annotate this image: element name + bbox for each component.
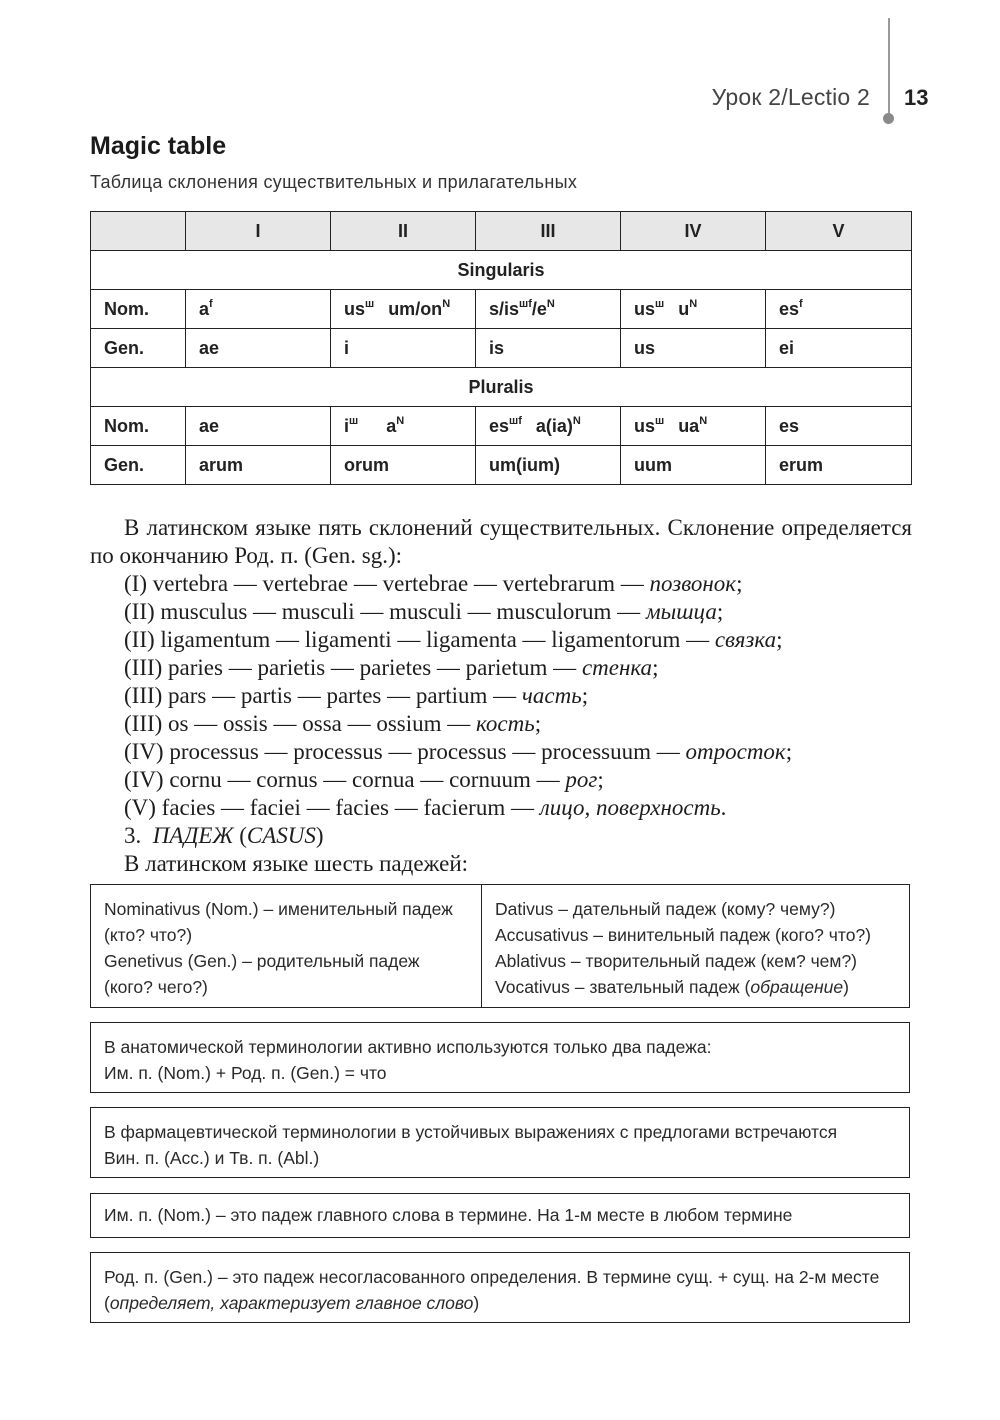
cases-column-left [91, 885, 482, 1007]
row-label: Gen. [91, 329, 186, 368]
page-number: 13 [904, 85, 929, 110]
table-cell: $i^ш$ $a^N$ [331, 407, 476, 446]
singularis-row [91, 251, 912, 290]
note-line: В фармацевтической терминологии в устойчивых выражениях с предлогами встречаются [104, 1122, 838, 1142]
cases-box [90, 884, 910, 1008]
case-line: Genetivus (Gen.) – родительный падеж [104, 951, 420, 971]
example-line: (V) facies — faciei — facies — facierum — лицо, поверхность. [124, 795, 727, 820]
example-line: (III) os — ossis — ossa — ossium — кость; [124, 711, 542, 736]
table-cell: i [331, 329, 476, 368]
case-line: Vocativus – звательный падеж (обращение) [495, 977, 849, 997]
note-line: Род. п. (Gen.) – это падеж несогласованного определения. В термине сущ. + сущ. на 2-м месте [104, 1267, 880, 1287]
case-line: Ablativus – творительный падеж (кем? чем?) [495, 951, 858, 971]
pluralis-row [91, 368, 912, 407]
table-cell: ae [186, 329, 331, 368]
table-cell: $us^ш$ $u^N$ [621, 290, 766, 329]
table-cell: us [621, 329, 766, 368]
header-corner-cell [91, 212, 186, 251]
row-label: Nom. [91, 407, 186, 446]
table-row [91, 329, 912, 368]
table-cell: $a^f$ [186, 290, 331, 329]
table-cell: erum [766, 446, 912, 485]
section-title: Magic table [90, 132, 227, 160]
case-line: Accusativus – винительный падеж (кого? что?) [495, 925, 872, 945]
table-row [91, 446, 912, 485]
table-cell: es [766, 407, 912, 446]
table-cell: $es^{шf}$ a(ia)$^N$ [476, 407, 621, 446]
note-box-genitive [90, 1252, 910, 1323]
table-cell: $es^f$ [766, 290, 912, 329]
note-line: (определяет, характеризует главное слово) [104, 1293, 480, 1313]
example-line: (II) musculus — musculi — musculi — musculorum — мышца; [124, 599, 724, 624]
table-cell: $us^ш$ $um/on^N$ [331, 290, 476, 329]
note-box-pharmacy [90, 1107, 910, 1178]
note-line: Им. п. (Nom.) – это падеж главного слова в термине. На 1-м месте в любом термине [104, 1205, 793, 1225]
running-header-title: Урок 2/Lectio 2 [711, 84, 870, 110]
table-cell: um(ium) [476, 446, 621, 485]
intro-paragraph: В латинском языке пять склонений существительных. Склонение определяется по окончанию Род. п. (Gen. sg.): [90, 515, 912, 568]
note-line: Им. п. (Nom.) + Род. п. (Gen.) = что [104, 1063, 387, 1083]
column-header: III [476, 212, 621, 251]
example-line: (III) paries — parietis — parietes — parietum — стенка; [124, 655, 659, 680]
example-line: (III) pars — partis — partes — partium — часть; [124, 683, 589, 708]
row-label: Nom. [91, 290, 186, 329]
singularis-label: Singularis [91, 251, 912, 290]
note-box-anatomy [90, 1022, 910, 1093]
case-line: Nominativus (Nom.) – именительный падеж [104, 899, 453, 919]
table-header-row [91, 212, 912, 251]
note-box-nominative [90, 1193, 910, 1238]
table-cell: $us^ш$ $ua^N$ [621, 407, 766, 446]
example-line: (II) ligamentum — ligamenti — ligamenta — ligamentorum — связка; [124, 627, 783, 652]
subsection-heading: 3. ПАДЕЖ (CASUS) [124, 823, 324, 848]
row-label: Gen. [91, 446, 186, 485]
example-line: (I) vertebra — vertebrae — vertebrae — vertebrarum — позвонок; [124, 571, 743, 596]
pluralis-label: Pluralis [91, 368, 912, 407]
body-text [90, 514, 912, 878]
example-line: (IV) cornu — cornus — cornua — cornuum — рог; [124, 767, 604, 792]
header-divider-dot [883, 113, 894, 124]
column-header: V [766, 212, 912, 251]
table-cell: arum [186, 446, 331, 485]
declension-table [90, 211, 912, 485]
example-line: (IV) processus — processus — processus — processuum — отросток; [124, 739, 793, 764]
table-cell: is [476, 329, 621, 368]
six-cases-line: В латинском языке шесть падежей: [124, 851, 469, 876]
note-line: В анатомической терминологии активно используются только два падежа: [104, 1037, 712, 1057]
header-divider [888, 18, 890, 120]
case-line: (кто? что?) [104, 925, 193, 945]
table-cell: orum [331, 446, 476, 485]
column-header: I [186, 212, 331, 251]
table-cell: ei [766, 329, 912, 368]
case-line: Dativus – дательный падеж (кому? чему?) [495, 899, 836, 919]
column-header: II [331, 212, 476, 251]
table-cell: ae [186, 407, 331, 446]
table-row [91, 407, 912, 446]
table-cell: $s/is^{шf}/e^N$ [476, 290, 621, 329]
note-line: Вин. п. (Acc.) и Тв. п. (Abl.) [104, 1148, 320, 1168]
section-subtitle: Таблица склонения существительных и прилагательных [90, 172, 578, 192]
cases-column-right [482, 885, 909, 1007]
table-row [91, 290, 912, 329]
case-line: (кого? чего?) [104, 977, 208, 997]
table-cell: uum [621, 446, 766, 485]
column-header: IV [621, 212, 766, 251]
